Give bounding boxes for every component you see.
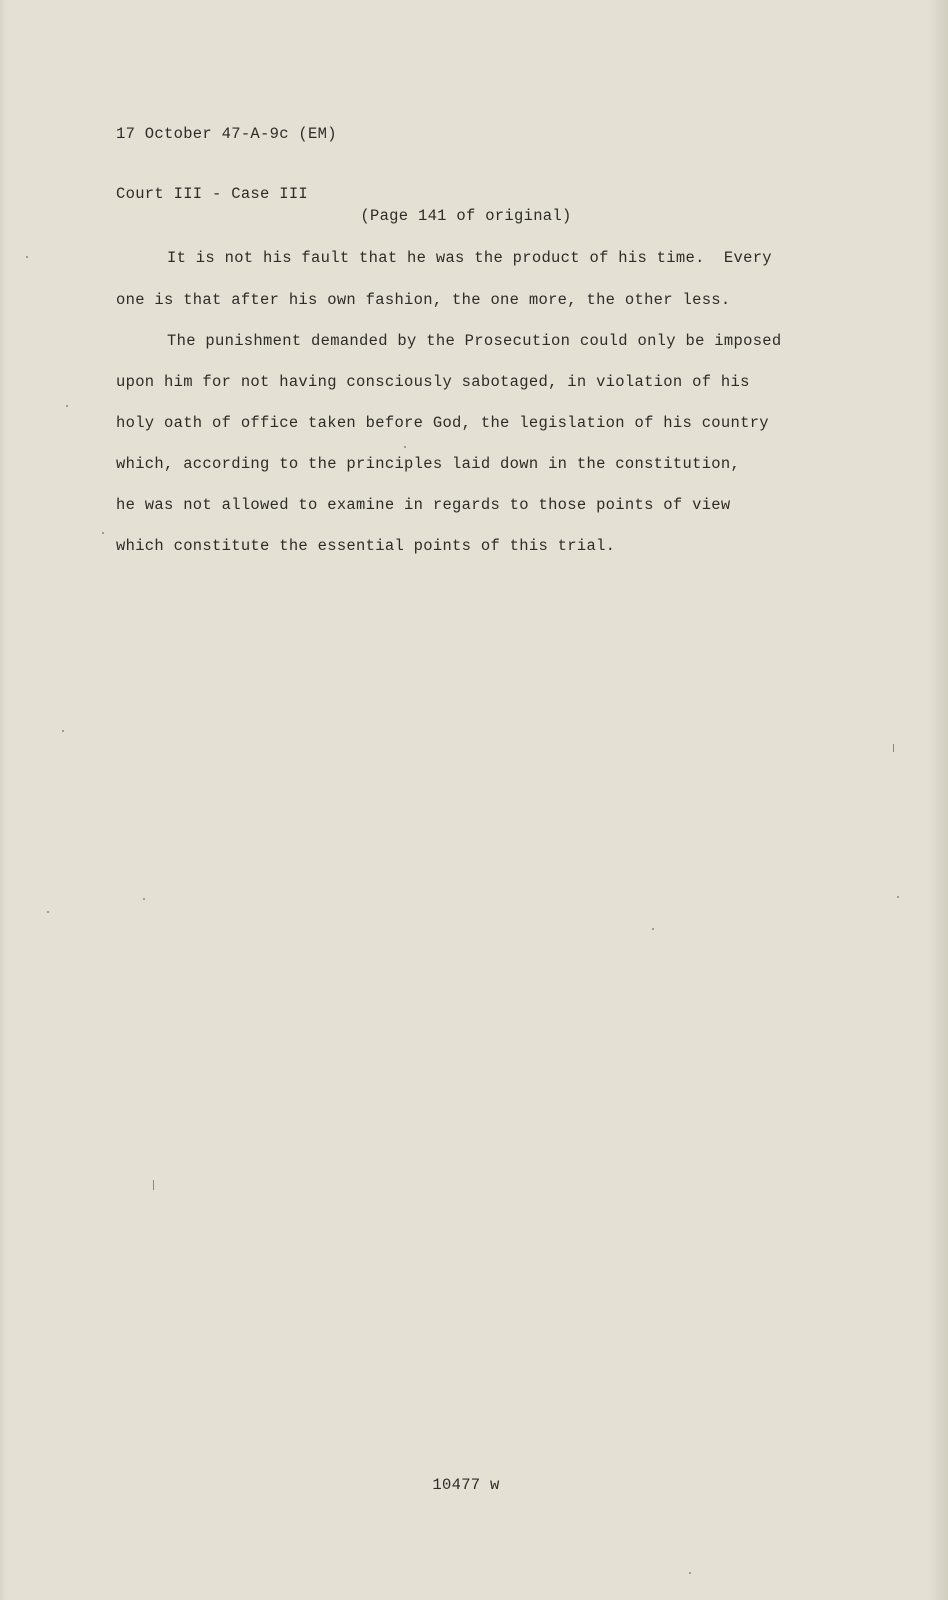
header-date-line: 17 October 47-A-9c (EM): [116, 125, 337, 143]
page-edge-shadow-left: [0, 0, 6, 1600]
body-text-line: The punishment demanded by the Prosecution could only be imposed: [167, 332, 782, 350]
page-number-footer: 10477 w: [432, 1476, 500, 1494]
body-text-line: one is that after his own fashion, the one more, the other less.: [116, 291, 731, 309]
page-reference: (Page 141 of original): [360, 207, 572, 225]
page-edge-shadow-right: [928, 0, 948, 1600]
paper-speck: [153, 1180, 154, 1190]
body-text-line: which constitute the essential points of this trial.: [116, 537, 616, 555]
paper-speck: [47, 911, 49, 913]
paper-speck: [26, 256, 28, 258]
body-text-line: holy oath of office taken before God, the legislation of his country: [116, 414, 769, 432]
paper-speck: [689, 1572, 691, 1574]
paper-speck: [143, 898, 145, 900]
paper-speck: [404, 446, 406, 448]
body-text-line: It is not his fault that he was the product of his time. Every: [167, 249, 772, 267]
paper-speck: [893, 744, 894, 752]
paper-speck: [652, 928, 654, 930]
paper-speck: [897, 896, 899, 898]
header-court-line: Court III - Case III: [116, 185, 309, 203]
body-text-line: which, according to the principles laid down in the constitution,: [116, 455, 741, 473]
body-text-line: upon him for not having consciously sabotaged, in violation of his: [116, 373, 750, 391]
body-text-line: he was not allowed to examine in regards to those points of view: [116, 496, 731, 514]
paper-speck: [66, 405, 68, 407]
paper-speck: [102, 532, 104, 534]
paper-speck: [62, 730, 64, 732]
